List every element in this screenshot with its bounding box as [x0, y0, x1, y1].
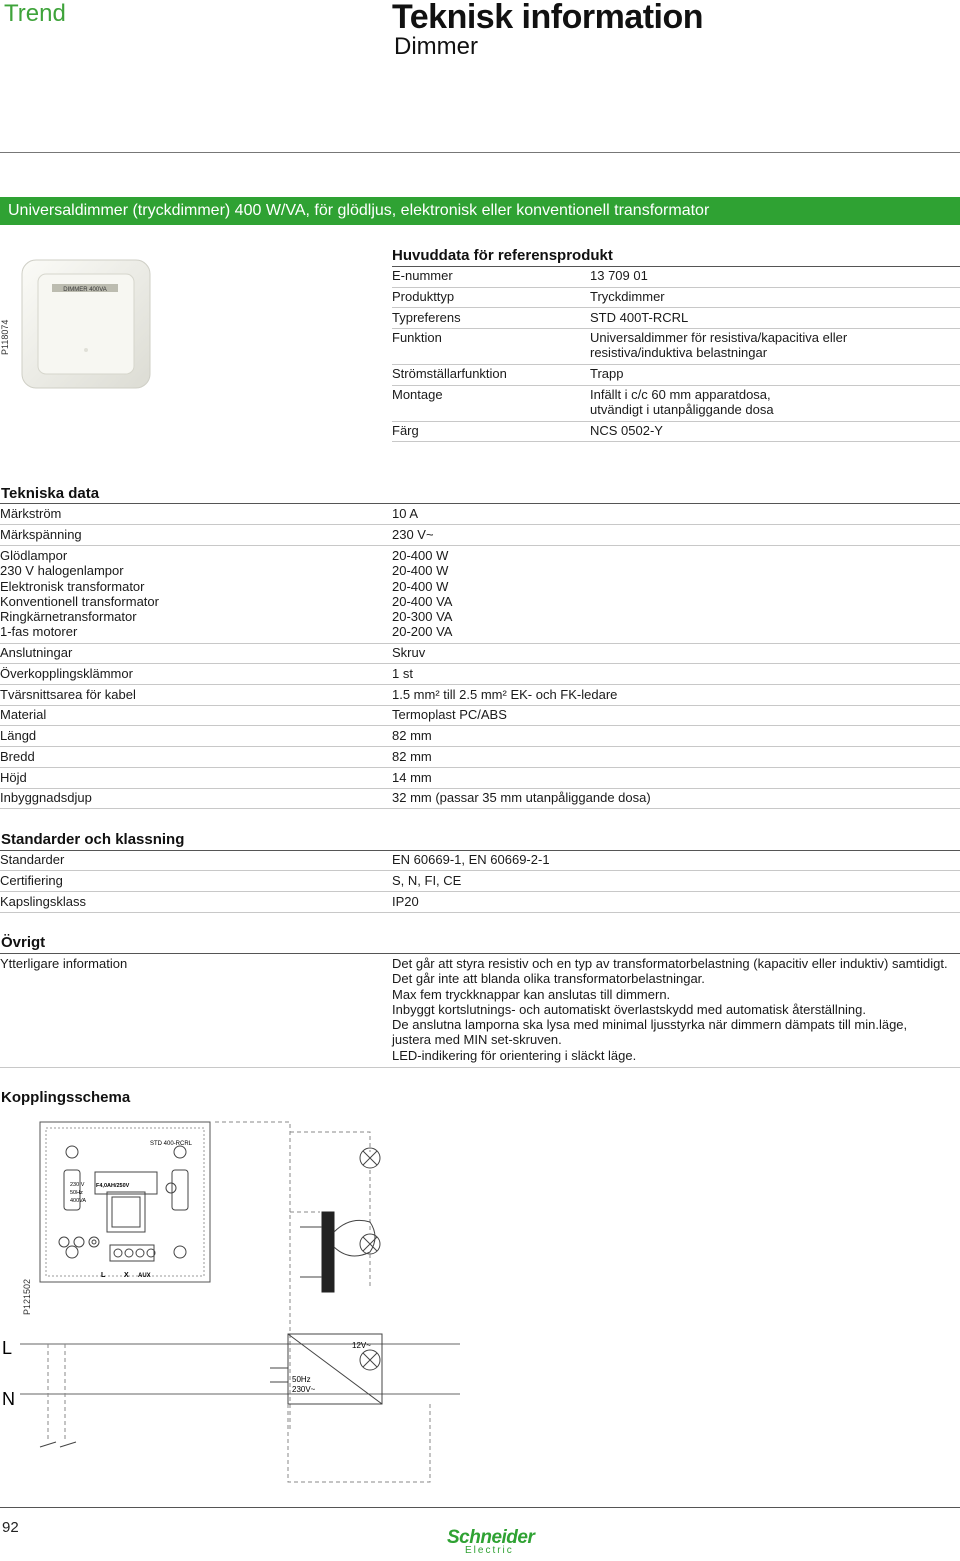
divider — [0, 705, 960, 706]
brand-logo — [447, 1527, 534, 1556]
divider — [0, 503, 960, 504]
divider — [392, 441, 960, 442]
line-l-label: L — [2, 1338, 13, 1358]
divider — [0, 788, 960, 789]
spec-line-2: 50Hz — [70, 1190, 83, 1196]
page-title: Teknisk information — [392, 0, 704, 36]
divider — [0, 663, 960, 664]
transformer-in-label-2: 230V~ — [292, 1385, 316, 1394]
divider — [392, 421, 960, 422]
divider — [0, 870, 960, 871]
header-divider — [0, 152, 960, 153]
divider — [392, 266, 960, 267]
product-banner: Universaldimmer (tryckdimmer) 400 W/VA, för glödljus, elektronisk eller konventionell transformator — [0, 197, 960, 225]
divider — [0, 767, 960, 768]
divider — [392, 307, 960, 308]
footer-divider — [0, 1507, 960, 1508]
divider — [392, 328, 960, 329]
image-code: P118074 — [0, 319, 10, 355]
page-subtitle: Dimmer — [394, 33, 478, 60]
divider — [392, 364, 960, 365]
divider — [0, 684, 960, 685]
technical-heading: Tekniska data — [1, 485, 100, 502]
terminal-l: L — [101, 1272, 106, 1279]
divider — [392, 385, 960, 386]
brand-subname: Electric — [465, 1545, 514, 1556]
divider — [392, 287, 960, 288]
load-list: Glödlampor 230 V halogenlampor Elektronisk transformator Konventionell transformator Ringkärnetransformator 1-fas motorer 20-400 W 20-400 W 20-400 W 20-400 VA 20-300 VA 20-200 VA — [0, 548, 453, 640]
divider — [0, 725, 960, 726]
spec-line-3: 400VA — [70, 1198, 87, 1204]
series-name: Trend — [4, 0, 66, 27]
divider — [0, 746, 960, 747]
transformer-out-label: 12V~ — [352, 1341, 371, 1350]
image-label: DIMMER 400VA — [63, 287, 107, 293]
terminal-aux: AUX — [138, 1273, 151, 1279]
divider — [0, 643, 960, 644]
standards-heading: Standarder och klassning — [1, 831, 185, 848]
fuse-label: F4,0AH/250V — [96, 1183, 130, 1189]
other-row: Ytterligare information Det går att styra resistiv och en typ av transformatorbelastning (kapacitiv eller induktiv) samtidigt. Det går inte att blanda olika transformatorbelastningar. Max fem tryckknappar kan anslutas till dimmern. Inbyggt kortslutnings- och automatiskt överlastskydd med automatisk återställning. De anslutna lamporna ska lysa med minimal ljusstyrka när dimmern dämpats till min.läge, justera med MIN set-skruven. LED-indikering för orientering i släckt läge. — [0, 956, 948, 1063]
page-number: 92 — [2, 1519, 19, 1536]
divider — [0, 545, 960, 546]
divider — [0, 912, 960, 913]
product-image — [20, 258, 152, 390]
device-label: STD 400-RCRL — [150, 1141, 193, 1147]
divider — [0, 1067, 960, 1068]
reference-heading: Huvuddata för referensprodukt — [392, 247, 613, 264]
brand-name: Schneider — [447, 1527, 535, 1548]
terminal-x: X — [124, 1272, 129, 1279]
divider — [0, 891, 960, 892]
wiring-diagram — [0, 1112, 460, 1502]
spec-line-1: 230 V — [70, 1182, 85, 1188]
divider — [0, 524, 960, 525]
other-heading: Övrigt — [1, 934, 46, 951]
diagram-code: P121502 — [22, 1278, 32, 1315]
diagram-heading: Kopplingsschema — [1, 1089, 131, 1106]
divider — [0, 808, 960, 809]
divider — [0, 953, 960, 954]
transformer-in-label-1: 50Hz — [292, 1375, 311, 1384]
line-n-label: N — [2, 1389, 15, 1409]
divider — [0, 850, 960, 851]
